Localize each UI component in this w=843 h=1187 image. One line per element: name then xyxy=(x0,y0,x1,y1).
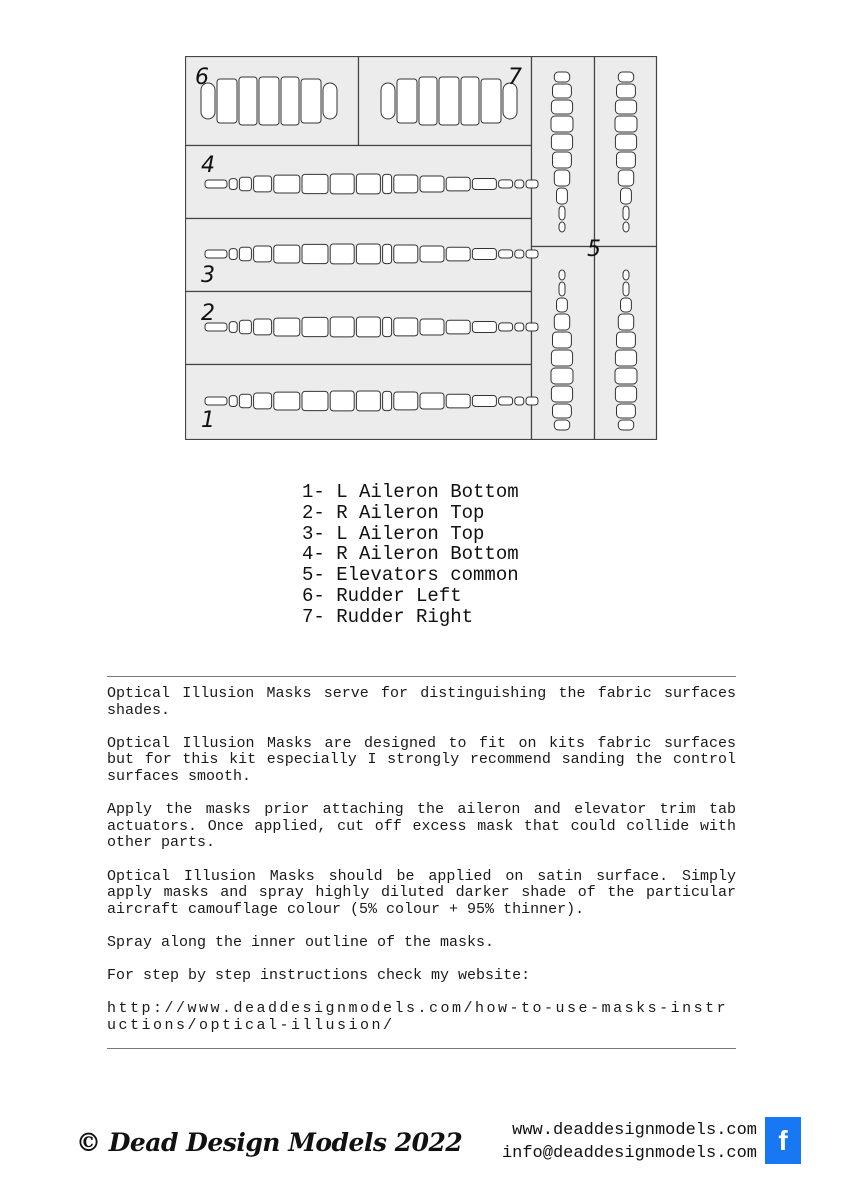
mask-cutout xyxy=(499,250,513,258)
mask-cutout xyxy=(623,206,629,220)
mask-cutout xyxy=(381,83,395,119)
mask-cutout xyxy=(356,317,380,337)
legend-item: 1- L Aileron Bottom xyxy=(302,481,519,503)
instruction-paragraph: Optical Illusion Masks are designed to fit on kits fabric surfaces but for this kit especially I strongly recommend sanding the control surfaces smooth. xyxy=(107,734,736,785)
mask-cutout xyxy=(515,250,524,258)
mask-cutout xyxy=(229,179,237,190)
mask-cutout xyxy=(330,391,354,411)
mask-cutout xyxy=(420,319,444,335)
mask-cutout xyxy=(551,116,573,132)
legend-item: 5- Elevators common xyxy=(302,564,519,587)
mask-cutout xyxy=(621,298,632,312)
mask-cutout xyxy=(274,175,300,193)
mask-cutout xyxy=(239,247,251,261)
top-divider xyxy=(107,676,736,677)
panel-number-7: 7 xyxy=(508,65,522,90)
mask-cutout xyxy=(551,134,572,150)
mask-cutout xyxy=(559,282,565,296)
website-instructions-link[interactable]: http://www.deaddesignmodels.com/how-to-use-masks-instructions/optical-illusion/ xyxy=(107,1000,729,1034)
mask-cutout xyxy=(617,404,636,418)
mask-cutout xyxy=(617,84,636,98)
bottom-divider xyxy=(107,1048,736,1049)
mask-cutout xyxy=(557,188,568,204)
mask-cutout xyxy=(551,350,572,366)
mask-cutout xyxy=(515,397,524,405)
mask-cutout xyxy=(420,176,444,192)
mask-cutout xyxy=(356,391,380,411)
mask-cutout xyxy=(281,77,299,125)
mask-cutout xyxy=(302,244,328,263)
mask-cutout xyxy=(526,323,538,331)
mask-cutout xyxy=(239,177,251,191)
panel-number-1: 1 xyxy=(201,408,215,433)
mask-cutout xyxy=(554,314,569,330)
mask-cutout xyxy=(356,174,380,194)
mask-cutout xyxy=(553,152,572,168)
mask-cutout xyxy=(553,404,572,418)
mask-cutout xyxy=(394,318,418,336)
mask-cutout xyxy=(420,393,444,409)
mask-cutout xyxy=(383,317,392,336)
panel-number-6: 6 xyxy=(195,65,209,90)
mask-cutout xyxy=(623,270,629,280)
mask-cutout xyxy=(499,397,513,405)
facebook-icon[interactable]: f xyxy=(765,1117,801,1164)
legend-item: 3- L Aileron Top xyxy=(302,522,485,545)
mask-sheet xyxy=(185,56,658,440)
mask-cutout xyxy=(205,397,227,405)
mask-cutout xyxy=(394,175,418,193)
mask-cutout xyxy=(615,100,636,114)
panel-number-3: 3 xyxy=(201,263,215,288)
mask-cutout xyxy=(559,206,565,220)
mask-cutout xyxy=(481,79,501,123)
legend-item: 2- R Aileron Top xyxy=(302,501,485,524)
mask-cutout xyxy=(615,350,636,366)
instruction-paragraph: Optical Illusion Masks should be applied on satin surface. Simply apply masks and spray highly diluted darker shade of the particular aircraft camouflage colour (5% colour + 95% thinner). xyxy=(107,867,736,918)
mask-cutout xyxy=(499,180,513,188)
mask-cutout xyxy=(420,246,444,262)
mask-cutout xyxy=(254,246,272,262)
panel-number-5: 5 xyxy=(587,237,601,262)
email-link[interactable]: info@deaddesignmodels.com xyxy=(501,1144,757,1163)
mask-cutout xyxy=(617,152,636,168)
instructions xyxy=(107,686,736,1034)
mask-cutout xyxy=(446,177,470,191)
mask-cutout xyxy=(205,250,227,258)
mask-cutout xyxy=(623,222,629,232)
mask-cutout xyxy=(554,170,569,186)
mask-cutout xyxy=(446,247,470,261)
mask-cutout xyxy=(330,244,354,264)
instruction-paragraph: Spray along the inner outline of the masks. xyxy=(107,933,495,951)
mask-cutout xyxy=(302,391,328,410)
instruction-paragraph: Apply the masks prior attaching the aileron and elevator trim tab actuators. Once applied, cut off excess mask that could collide with other parts. xyxy=(107,801,736,852)
mask-cutout xyxy=(439,77,459,125)
mask-cutout xyxy=(557,298,568,312)
contact-info xyxy=(502,1119,757,1165)
mask-cutout xyxy=(618,420,633,430)
mask-cutout xyxy=(615,368,637,384)
mask-cutout xyxy=(274,318,300,336)
mask-cutout xyxy=(472,249,496,260)
parts-legend xyxy=(302,482,519,628)
mask-cutout xyxy=(515,180,524,188)
mask-cutout xyxy=(553,84,572,98)
mask-cutout xyxy=(551,386,572,402)
mask-cutout xyxy=(302,174,328,193)
instruction-paragraph: Optical Illusion Masks serve for distinguishing the fabric surfaces shades. xyxy=(107,685,736,719)
mask-cutout xyxy=(618,314,633,330)
mask-cutout xyxy=(239,394,251,408)
mask-cutout xyxy=(394,245,418,263)
website-link[interactable]: www.deaddesignmodels.com xyxy=(512,1121,757,1140)
mask-cutout xyxy=(472,396,496,407)
mask-cutout xyxy=(205,180,227,188)
mask-cutout xyxy=(330,317,354,337)
mask-cutout xyxy=(526,180,538,188)
mask-cutout xyxy=(559,222,565,232)
mask-cutout xyxy=(446,320,470,334)
mask-cutout xyxy=(274,245,300,263)
mask-cutout xyxy=(526,397,538,405)
mask-cutout xyxy=(229,322,237,333)
mask-cutout xyxy=(621,188,632,204)
mask-cutout xyxy=(551,100,572,114)
mask-cutout xyxy=(302,317,328,336)
legend-item: 7- Rudder Right xyxy=(302,605,474,628)
mask-cutout xyxy=(229,249,237,260)
legend-item: 4- R Aileron Bottom xyxy=(302,543,519,566)
mask-cutout xyxy=(554,72,569,82)
mask-cutout xyxy=(254,319,272,335)
mask-cutout xyxy=(254,393,272,409)
mask-cutout xyxy=(615,386,636,402)
mask-cutout xyxy=(515,323,524,331)
mask-cutout xyxy=(259,77,279,125)
mask-cutout xyxy=(526,250,538,258)
mask-cutout xyxy=(615,134,636,150)
panel-number-2: 2 xyxy=(201,301,215,326)
mask-cutout xyxy=(356,244,380,264)
mask-cutout xyxy=(446,394,470,408)
mask-cutout xyxy=(239,320,251,334)
mask-cutout xyxy=(383,244,392,263)
mask-cutout xyxy=(397,79,417,123)
mask-cutout xyxy=(274,392,300,410)
mask-cutout xyxy=(383,391,392,410)
mask-cutout xyxy=(618,170,633,186)
mask-cutout xyxy=(254,176,272,192)
instruction-paragraph: For step by step instructions check my website: xyxy=(107,967,531,985)
mask-cutout xyxy=(217,79,237,123)
panel-number-4: 4 xyxy=(201,153,215,178)
mask-cutout xyxy=(559,270,565,280)
mask-cutout xyxy=(551,368,573,384)
mask-cutout xyxy=(472,322,496,333)
mask-cutout xyxy=(472,179,496,190)
mask-cutout xyxy=(499,323,513,331)
mask-cutout xyxy=(617,332,636,348)
mask-cutout xyxy=(239,77,257,125)
mask-cutout xyxy=(553,332,572,348)
mask-cutout xyxy=(330,174,354,194)
mask-cutout xyxy=(615,116,637,132)
mask-cutout xyxy=(419,77,437,125)
copyright-logo: © Dead Design Models 2022 xyxy=(76,1128,463,1157)
mask-cutout xyxy=(229,396,237,407)
mask-cutout xyxy=(323,83,337,119)
mask-cutout xyxy=(618,72,633,82)
mask-cutout xyxy=(554,420,569,430)
mask-cutout xyxy=(461,77,479,125)
mask-cutout xyxy=(301,79,321,123)
mask-cutout xyxy=(623,282,629,296)
mask-cutout xyxy=(383,174,392,193)
mask-cutout xyxy=(394,392,418,410)
legend-item: 6- Rudder Left xyxy=(302,584,462,607)
